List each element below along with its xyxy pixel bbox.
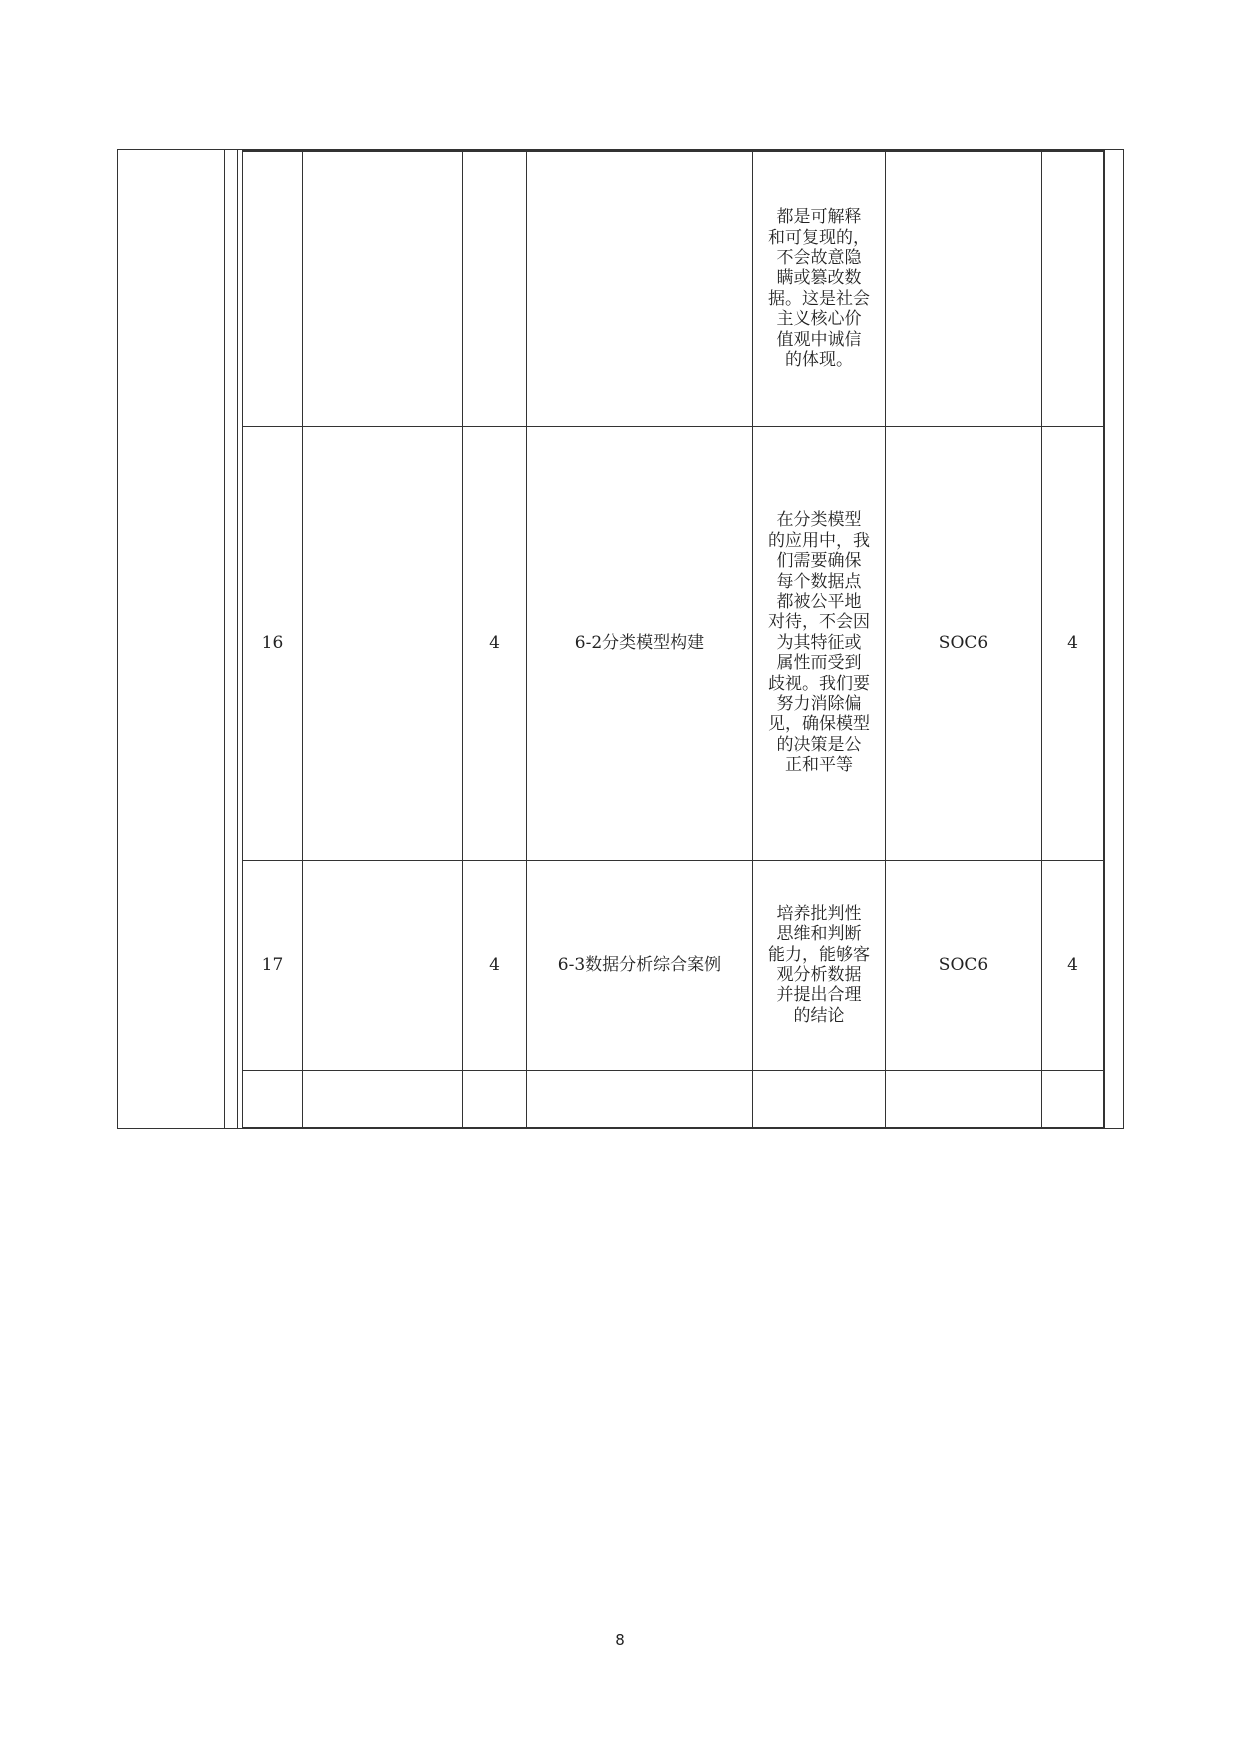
- table-row: [243, 860, 1104, 1070]
- ideology-line: 努力消除偏: [776, 693, 862, 714]
- row-score: [1042, 1070, 1104, 1128]
- ideology-line: 们需要确保: [776, 551, 862, 572]
- ideology-line: 瞒或篡改数: [776, 268, 862, 289]
- ideology-line: 主义核心价: [776, 309, 862, 330]
- row-content: 6-3数据分析综合案例: [527, 860, 753, 1070]
- table-row: [243, 1070, 1104, 1128]
- row-number: 16: [243, 426, 303, 860]
- row-number: [243, 1070, 303, 1128]
- ideology-line: 正和平等: [785, 755, 853, 776]
- row-col2: [303, 426, 463, 860]
- course-schedule-table: [242, 150, 1104, 1129]
- row-content: 6-2分类模型构建: [527, 426, 753, 860]
- outer-column-divider: [224, 149, 225, 1129]
- row-content: [527, 151, 753, 426]
- ideology-line: 思维和判断: [776, 924, 862, 945]
- row-hours: 4: [463, 426, 527, 860]
- ideology-line: 的体现。: [785, 349, 853, 370]
- ideology-line: 都被公平地: [776, 592, 862, 613]
- row-outcome: [886, 1070, 1042, 1128]
- ideology-line: 能力，能够客: [768, 944, 870, 965]
- ideology-cell: [753, 860, 886, 1070]
- ideology-line: 属性而受到: [776, 653, 862, 674]
- row-col2: [303, 151, 463, 426]
- ideology-line: 歧视。我们要: [768, 673, 870, 694]
- nested-table-right-edge: [1104, 149, 1105, 1129]
- ideology-line: 对待，不会因: [768, 612, 870, 633]
- row-content: [527, 1070, 753, 1128]
- ideology-line: 培养批判性: [776, 903, 862, 924]
- ideology-line: 每个数据点: [776, 571, 862, 592]
- row-col2: [303, 1070, 463, 1128]
- table-row: [243, 151, 1104, 426]
- row-outcome: [886, 151, 1042, 426]
- row-score: 4: [1042, 860, 1104, 1070]
- ideology-line: 并提出合理: [776, 985, 862, 1006]
- row-score: 4: [1042, 426, 1104, 860]
- ideology-line: 见，确保模型: [768, 714, 870, 735]
- ideology-line: 为其特征或: [776, 632, 862, 653]
- ideology-line: 在分类模型: [776, 510, 862, 531]
- row-number: 17: [243, 860, 303, 1070]
- row-outcome: SOC6: [886, 860, 1042, 1070]
- ideology-line: 值观中诚信: [776, 329, 862, 350]
- row-hours: [463, 151, 527, 426]
- ideology-cell: [753, 426, 886, 860]
- nested-table-left-edge: [237, 149, 238, 1129]
- row-hours: 4: [463, 860, 527, 1070]
- row-col2: [303, 860, 463, 1070]
- table-row: [243, 426, 1104, 860]
- ideology-cell: [753, 151, 886, 426]
- ideology-line: 和可复现的，: [768, 227, 870, 248]
- ideology-line: 不会故意隐: [776, 247, 862, 268]
- row-outcome: SOC6: [886, 426, 1042, 860]
- ideology-line: 都是可解释: [776, 207, 862, 228]
- ideology-cell: [753, 1070, 886, 1128]
- row-score: [1042, 151, 1104, 426]
- ideology-line: 观分析数据: [776, 965, 862, 985]
- row-hours: [463, 1070, 527, 1128]
- page-number: 8: [615, 1631, 625, 1649]
- ideology-line: 据。这是社会: [768, 288, 870, 309]
- ideology-line: 的应用中，我: [768, 530, 870, 551]
- ideology-line: 的决策是公: [776, 734, 862, 755]
- ideology-line: 的结论: [793, 1005, 845, 1026]
- row-number: [243, 151, 303, 426]
